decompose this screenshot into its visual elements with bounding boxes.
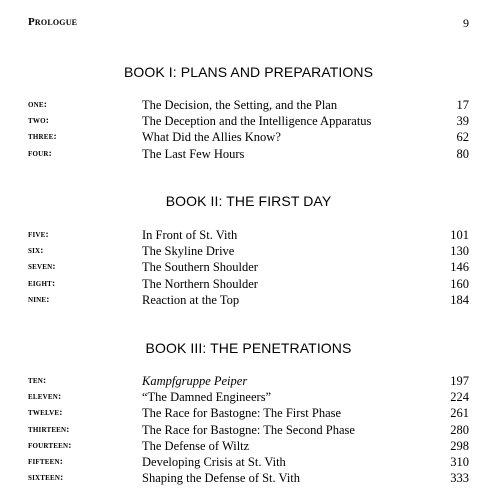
chapter-title: In Front of St. Vith: [142, 228, 238, 242]
chapter-title: The Southern Shoulder: [142, 260, 258, 275]
chapter-entry-twelve: [28, 405, 469, 421]
chapter-page-number: 224: [450, 390, 469, 405]
chapter-page-number: 261: [450, 406, 469, 421]
chapter-number: two:: [28, 116, 50, 127]
book-3-heading: BOOK III: THE PENETRATIONS: [145, 340, 352, 356]
chapter-title: “The Damned Engineers”: [142, 390, 272, 405]
book-2-heading: BOOK II: THE FIRST DAY: [165, 193, 332, 209]
chapter-number: sixteen:: [28, 473, 64, 484]
chapter-entry-five: [28, 227, 469, 243]
chapter-entry-nine: [28, 292, 469, 308]
chapter-page-number: 146: [450, 260, 469, 275]
prologue-entry: [28, 16, 469, 34]
chapter-entry-two: [28, 113, 469, 129]
chapter-number: fourteen:: [28, 440, 72, 451]
chapter-title: Developing Crisis at St. Vith: [142, 454, 286, 469]
chapter-title: Reaction at the Top: [142, 292, 240, 307]
chapter-title: The Skyline Drive: [142, 244, 235, 259]
chapter-title: Shaping the Defense of St. Vith: [142, 471, 301, 486]
chapter-page-number: 280: [450, 422, 469, 437]
chapter-page-number: 197: [450, 374, 469, 388]
chapter-number: six:: [28, 246, 44, 257]
chapter-entry-one: [28, 97, 469, 113]
chapter-page-number: 101: [450, 228, 469, 242]
chapter-title: The Race for Bastogne: The First Phase: [142, 406, 342, 421]
chapter-page-number: 130: [450, 244, 469, 259]
chapter-number: eleven:: [28, 392, 62, 403]
chapter-page-number: 17: [456, 98, 469, 112]
chapter-number: four:: [28, 148, 52, 159]
chapter-title: The Defense of Wiltz: [142, 438, 250, 453]
chapter-title: The Race for Bastogne: The Second Phase: [142, 422, 355, 437]
chapter-number: twelve:: [28, 408, 63, 419]
chapter-number: fifteen:: [28, 456, 64, 467]
chapter-title: What Did the Allies Know?: [142, 130, 281, 145]
chapter-title: Kampfgruppe Peiper: [142, 374, 248, 388]
chapter-title: The Northern Shoulder: [142, 276, 258, 291]
chapter-entry-thirteen: [28, 422, 469, 438]
chapter-page-number: 310: [450, 454, 469, 469]
book-2-chapter-list: [28, 227, 469, 308]
chapter-entry-four: [28, 146, 469, 162]
chapter-entry-ten: [28, 373, 469, 389]
chapter-number: three:: [28, 132, 57, 143]
chapter-page-number: 184: [450, 292, 469, 307]
chapter-number: eight:: [28, 278, 56, 289]
chapter-page-number: 160: [450, 276, 469, 291]
chapter-entry-eleven: [28, 389, 469, 405]
chapter-entry-fourteen: [28, 438, 469, 454]
chapter-entry-three: [28, 129, 469, 145]
book-1-chapter-list: [28, 97, 469, 162]
chapter-page-number: 39: [456, 114, 469, 129]
prologue-page-number: 9: [463, 16, 469, 30]
chapter-entry-six: [28, 243, 469, 259]
chapter-number: seven:: [28, 262, 56, 273]
chapter-page-number: 333: [450, 471, 469, 486]
chapter-title: The Last Few Hours: [142, 146, 245, 161]
book-1-heading: BOOK I: PLANS AND PREPARATIONS: [123, 64, 374, 80]
chapter-page-number: 80: [456, 146, 469, 161]
book-3-chapter-list: [28, 373, 469, 486]
chapter-number: five:: [28, 230, 49, 240]
chapter-title: The Deception and the Intelligence Apparatus: [142, 114, 372, 129]
chapter-number: thirteen:: [28, 424, 70, 435]
chapter-number: one:: [28, 100, 48, 110]
chapter-entry-fifteen: [28, 454, 469, 470]
prologue-label: Prologue: [28, 16, 78, 28]
chapter-entry-sixteen: [28, 470, 469, 486]
chapter-number: ten:: [28, 376, 47, 386]
chapter-title: The Decision, the Setting, and the Plan: [142, 98, 338, 112]
chapter-number: nine:: [28, 294, 50, 305]
chapter-entry-eight: [28, 276, 469, 292]
chapter-page-number: 62: [456, 130, 469, 145]
chapter-entry-seven: [28, 259, 469, 275]
chapter-page-number: 298: [450, 438, 469, 453]
